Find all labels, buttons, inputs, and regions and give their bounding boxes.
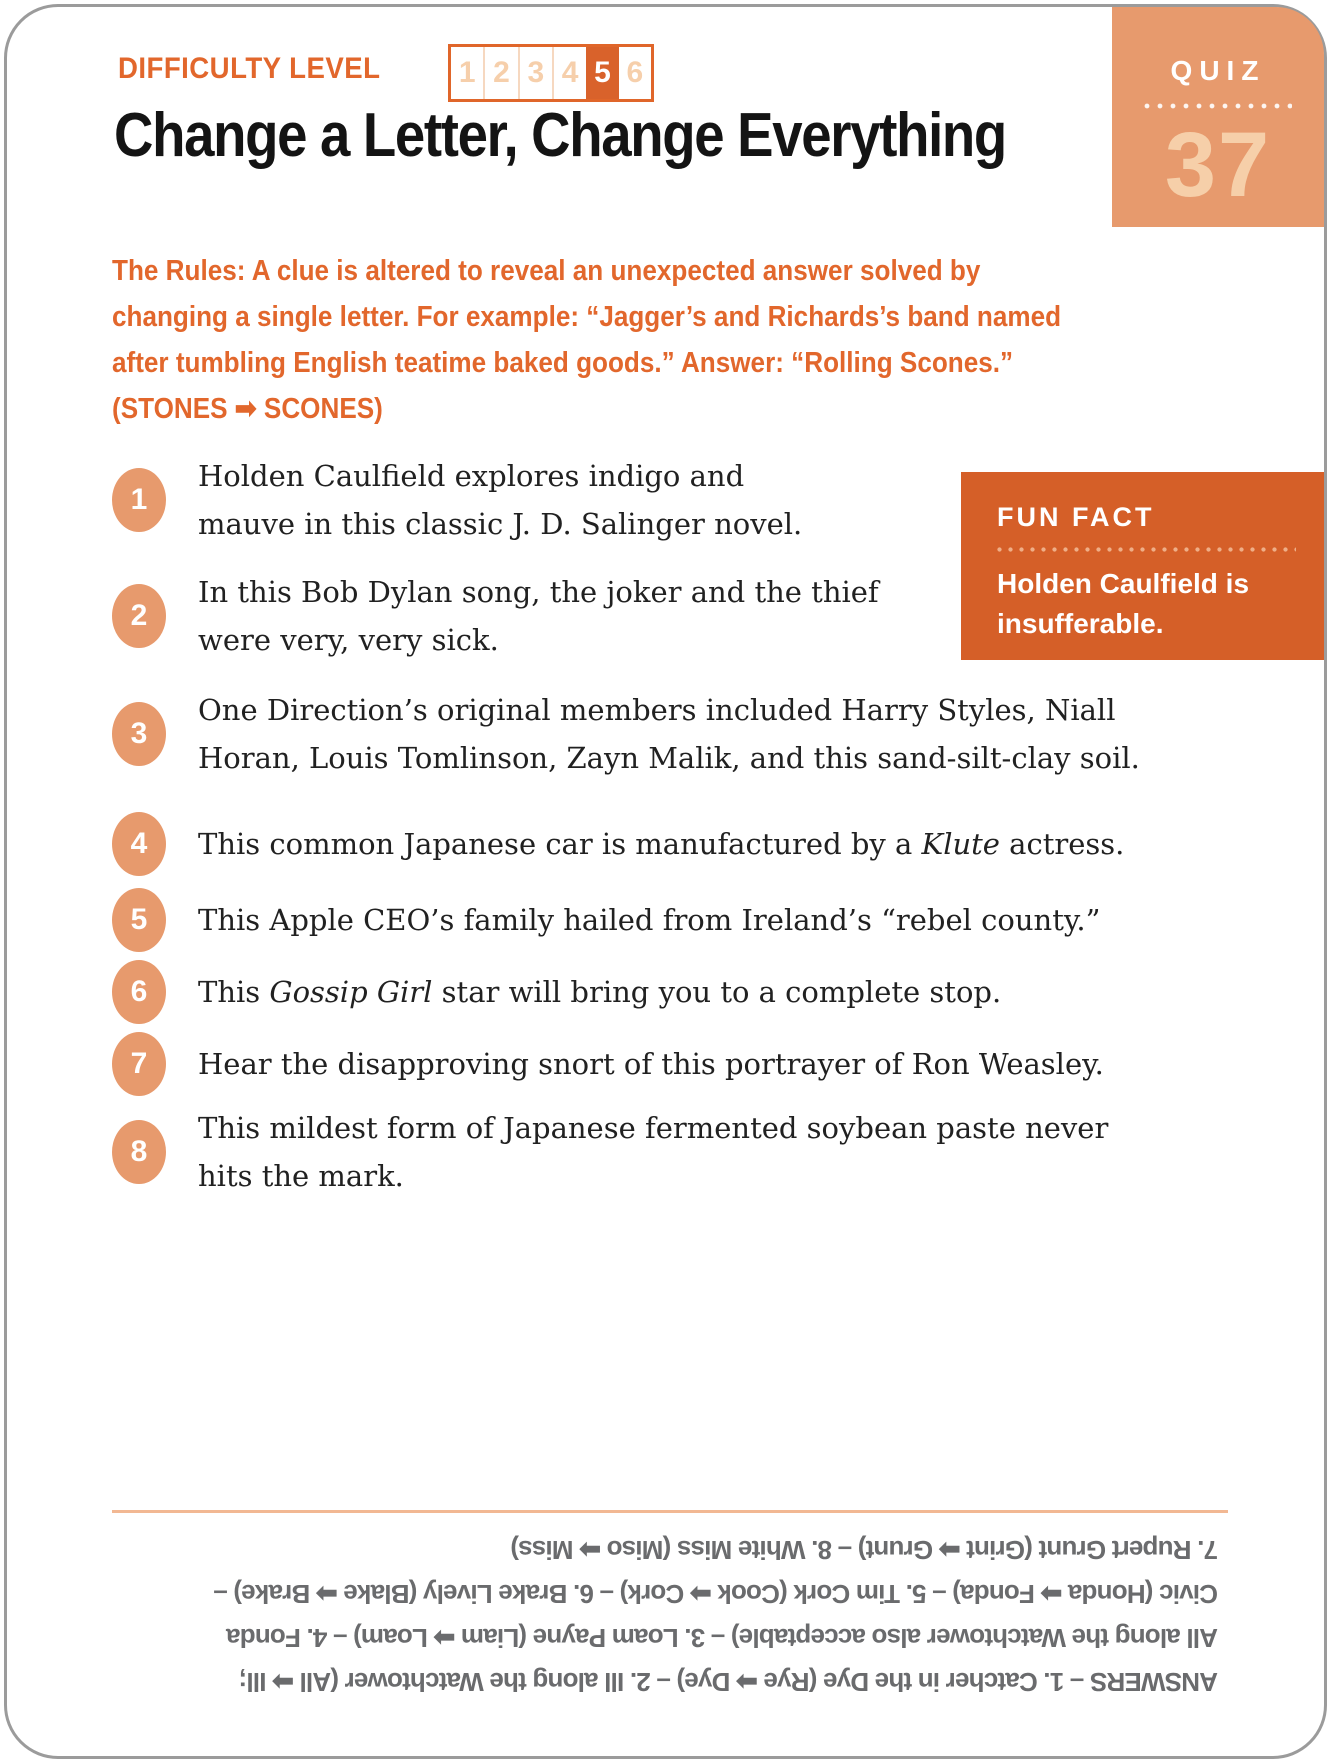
rules-letter-swap: (STONES ➡ SCONES) — [112, 393, 383, 425]
question-number-badge: 2 — [112, 584, 166, 648]
question-number-badge: 1 — [112, 468, 166, 532]
answers-line: All along the Watchtower also acceptable) – 3. Loam Payne (Liam ➡ Loam) – 4. Fonda — [226, 1623, 1218, 1653]
fun-fact-box — [961, 472, 1324, 660]
question-text: Holden Caulfield explores indigo and mauve in this classic J. D. Salinger novel. — [198, 459, 803, 541]
question-text: This mildest form of Japanese fermented soybean paste never hits the mark. — [198, 1111, 1109, 1193]
quiz-label: QUIZ — [1170, 55, 1266, 86]
difficulty-cell-5-active: 5 — [586, 47, 618, 99]
rules-line: The Rules: A clue is altered to reveal an unexpected answer solved by — [112, 255, 981, 287]
difficulty-meter — [448, 44, 654, 102]
question-1 — [112, 452, 802, 548]
answers-text-upside-down — [118, 1528, 1218, 1704]
question-5 — [112, 888, 1100, 952]
question-text: This common Japanese car is manufactured by a Klute actress. — [198, 827, 1125, 861]
quiz-number-tab — [1112, 7, 1324, 227]
question-8 — [112, 1104, 1108, 1200]
question-7 — [112, 1032, 1104, 1096]
question-text: This Apple CEO’s family hailed from Ireland’s “rebel county.” — [198, 903, 1101, 937]
question-number-badge: 5 — [112, 888, 166, 952]
answers-line: 7. Rupert Grunt (Grint ➡ Grunt) – 8. White Miss (Miso ➡ Miss) — [511, 1535, 1218, 1565]
question-number-badge: 6 — [112, 960, 166, 1024]
difficulty-cell-4: 4 — [552, 47, 586, 99]
question-number-badge: 8 — [112, 1120, 166, 1184]
rules-line: after tumbling English teatime baked goods.” Answer: “Rolling Scones.” — [112, 347, 1014, 379]
answers-divider — [112, 1510, 1228, 1513]
question-number-badge: 7 — [112, 1032, 166, 1096]
question-2 — [112, 568, 879, 664]
quiz-number: 37 — [1164, 114, 1272, 216]
question-text: One Direction’s original members included Harry Styles, Niall Horan, Louis Tomlinson, Zayn Malik, and this sand-silt-clay soil. — [198, 693, 1140, 775]
answers-line: ANSWERS – 1. Catcher in the Dye (Rye ➡ Dye) – 2. Ill along the Watchtower (All ➡ Ill; — [239, 1667, 1218, 1697]
difficulty-cell-2: 2 — [483, 47, 517, 99]
question-text: In this Bob Dylan song, the joker and the thief were very, very sick. — [198, 575, 879, 657]
page-title: Change a Letter, Change Everything — [114, 101, 1006, 170]
difficulty-cell-6: 6 — [626, 56, 644, 89]
question-number-badge: 4 — [112, 812, 166, 876]
question-3 — [112, 686, 1140, 782]
difficulty-cell-3: 3 — [518, 47, 552, 99]
fun-fact-text: Holden Caulfield is insufferable. — [997, 568, 1250, 639]
question-6 — [112, 960, 1001, 1024]
quiz-tab-dotted-divider — [1144, 103, 1292, 109]
question-text: Hear the disapproving snort of this portrayer of Ron Weasley. — [198, 1047, 1104, 1081]
answers-line: Civic (Honda ➡ Fonda) – 5. Tim Cork (Cook ➡ Cork) – 6. Brake Lively (Blake ➡ Brake) – — [214, 1579, 1218, 1609]
question-text: This Gossip Girl star will bring you to a complete stop. — [198, 975, 1002, 1009]
question-4 — [112, 812, 1124, 876]
difficulty-cell-1: 1 — [458, 56, 476, 89]
fun-fact-label: FUN FACT — [997, 502, 1155, 532]
question-number-badge: 3 — [112, 702, 166, 766]
difficulty-label: DIFFICULTY LEVEL — [118, 52, 381, 85]
fun-fact-dotted-divider — [997, 547, 1296, 552]
rules-line: changing a single letter. For example: “Jagger’s and Richards’s band named — [112, 301, 1062, 333]
rules-text — [112, 248, 1061, 432]
